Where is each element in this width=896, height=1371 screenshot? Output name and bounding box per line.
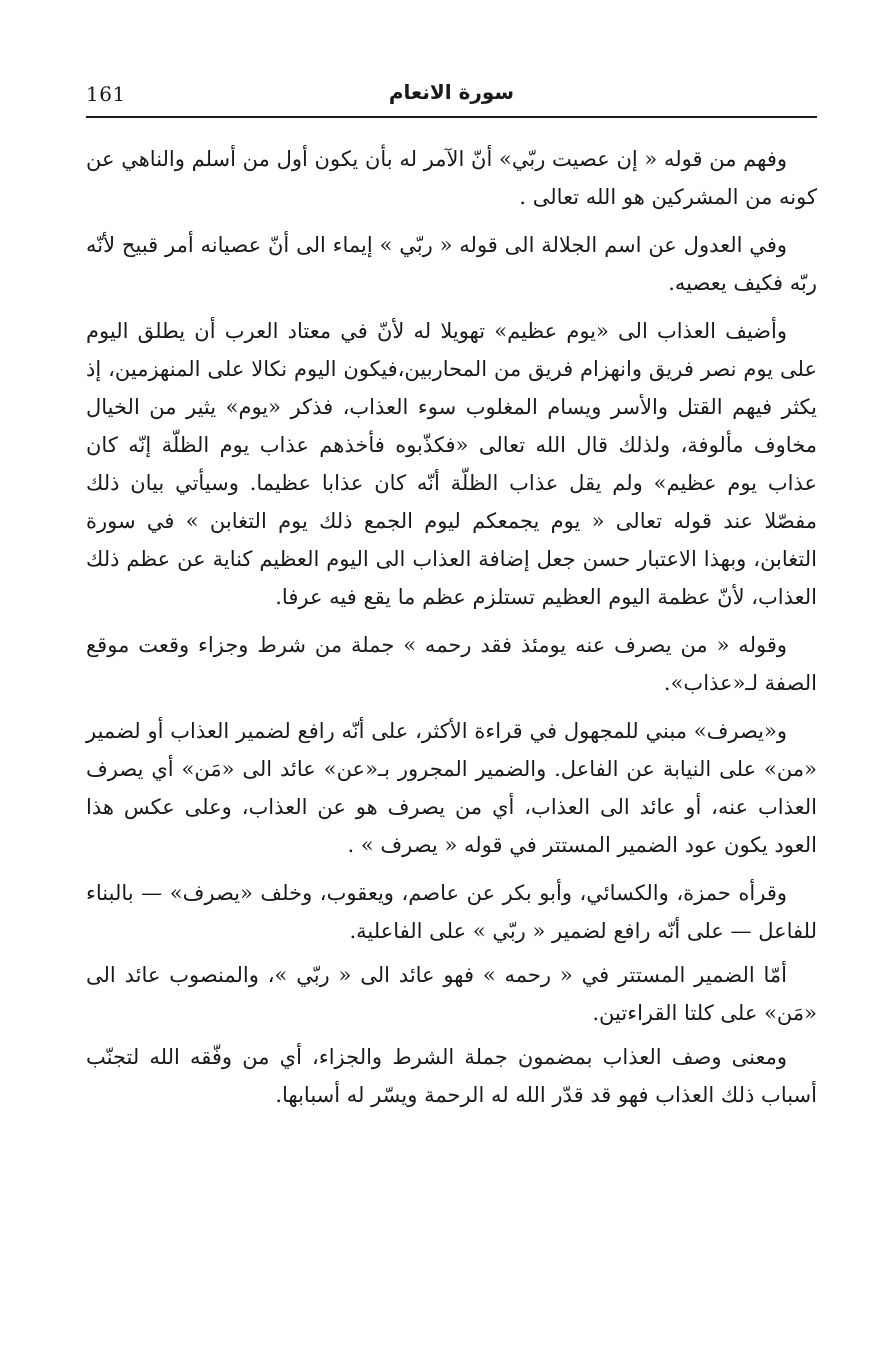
body-text — [86, 140, 817, 1124]
paragraph: وفهم من قوله « إن عصيت ربّي» أنّ الآمر له بأن يكون أول من أسلم والناهي عن كونه من المشركين هو الله تعالى . — [86, 147, 817, 209]
page-header — [86, 78, 817, 114]
paragraph: و«يصرف» مبني للمجهول في قراءة الأكثر، على أنّه رافع لضمير العذاب أو لضمير «من» على النيابة عن الفاعل. والضمير المجرور بـ«عن» عائد الى «مَن» أي يصرف العذاب عنه، أو عائد الى العذاب، أي من يصرف هو عن العذاب، وعلى عكس هذا العود يكون عود الضمير المستتر في قوله « يصرف » . — [86, 719, 817, 857]
paragraph: وفي العدول عن اسم الجلالة الى قوله « ربّي » إيماء الى أنّ عصيانه أمر قبيح لأنّه ربّه فكيف يعصيه. — [86, 233, 817, 295]
paragraph: وقوله « من يصرف عنه يومئذ فقد رحمه » جملة من شرط وجزاء وقعت موقع الصفة لـ«عذاب». — [86, 633, 817, 695]
paragraph: وأضيف العذاب الى «يوم عظيم» تهويلا له لأنّ في معتاد العرب أن يطلق اليوم على يوم نصر فريق وانهزام فريق من المحاربين،فيكون اليوم نكالا على المنهزمين، إذ يكثر فيهم القتل والأسر ويسام المغلوب سوء العذاب، فذكر «يوم» يثير من الخيال مخاوف مألوفة، ولذلك قال الله تعالى «فكذّبوه فأخذهم عذاب يوم الظلّة إنّه كان عذاب يوم عظيم» ولم يقل عذاب الظلّة أنّه كان عذابا عظيما. وسيأتي بيان ذلك مفصّلا عند قوله تعالى « يوم يجمعكم ليوم الجمع ذلك يوم التغابن » في سورة التغابن، وبهذا الاعتبار حسن جعل إضافة العذاب الى اليوم العظيم كناية عن عظم ذلك العذاب، لأنّ عظمة اليوم العظيم تستلزم عظم ما يقع فيه عرفا. — [86, 319, 817, 609]
running-title: سورة الانعام — [388, 80, 515, 104]
page-number: 161 — [86, 82, 126, 106]
paragraph: أمّا الضمير المستتر في « رحمه » فهو عائد الى « ربّي »، والمنصوب عائد الى «مَن» على كلتا القراءتين. — [86, 963, 817, 1025]
paragraph: وقرأه حمزة، والكسائي، وأبو بكر عن عاصم، ويعقوب، وخلف «يصرف» — بالبناء للفاعل — على أنّه رافع لضمير « ربّي » على الفاعلية. — [86, 881, 817, 943]
paragraph: ومعنى وصف العذاب بمضمون جملة الشرط والجزاء، أي من وفّقه الله لتجنّب أسباب ذلك العذاب فهو قد قدّر الله له الرحمة ويسّر له أسبابها. — [86, 1045, 817, 1107]
header-divider — [86, 116, 817, 118]
